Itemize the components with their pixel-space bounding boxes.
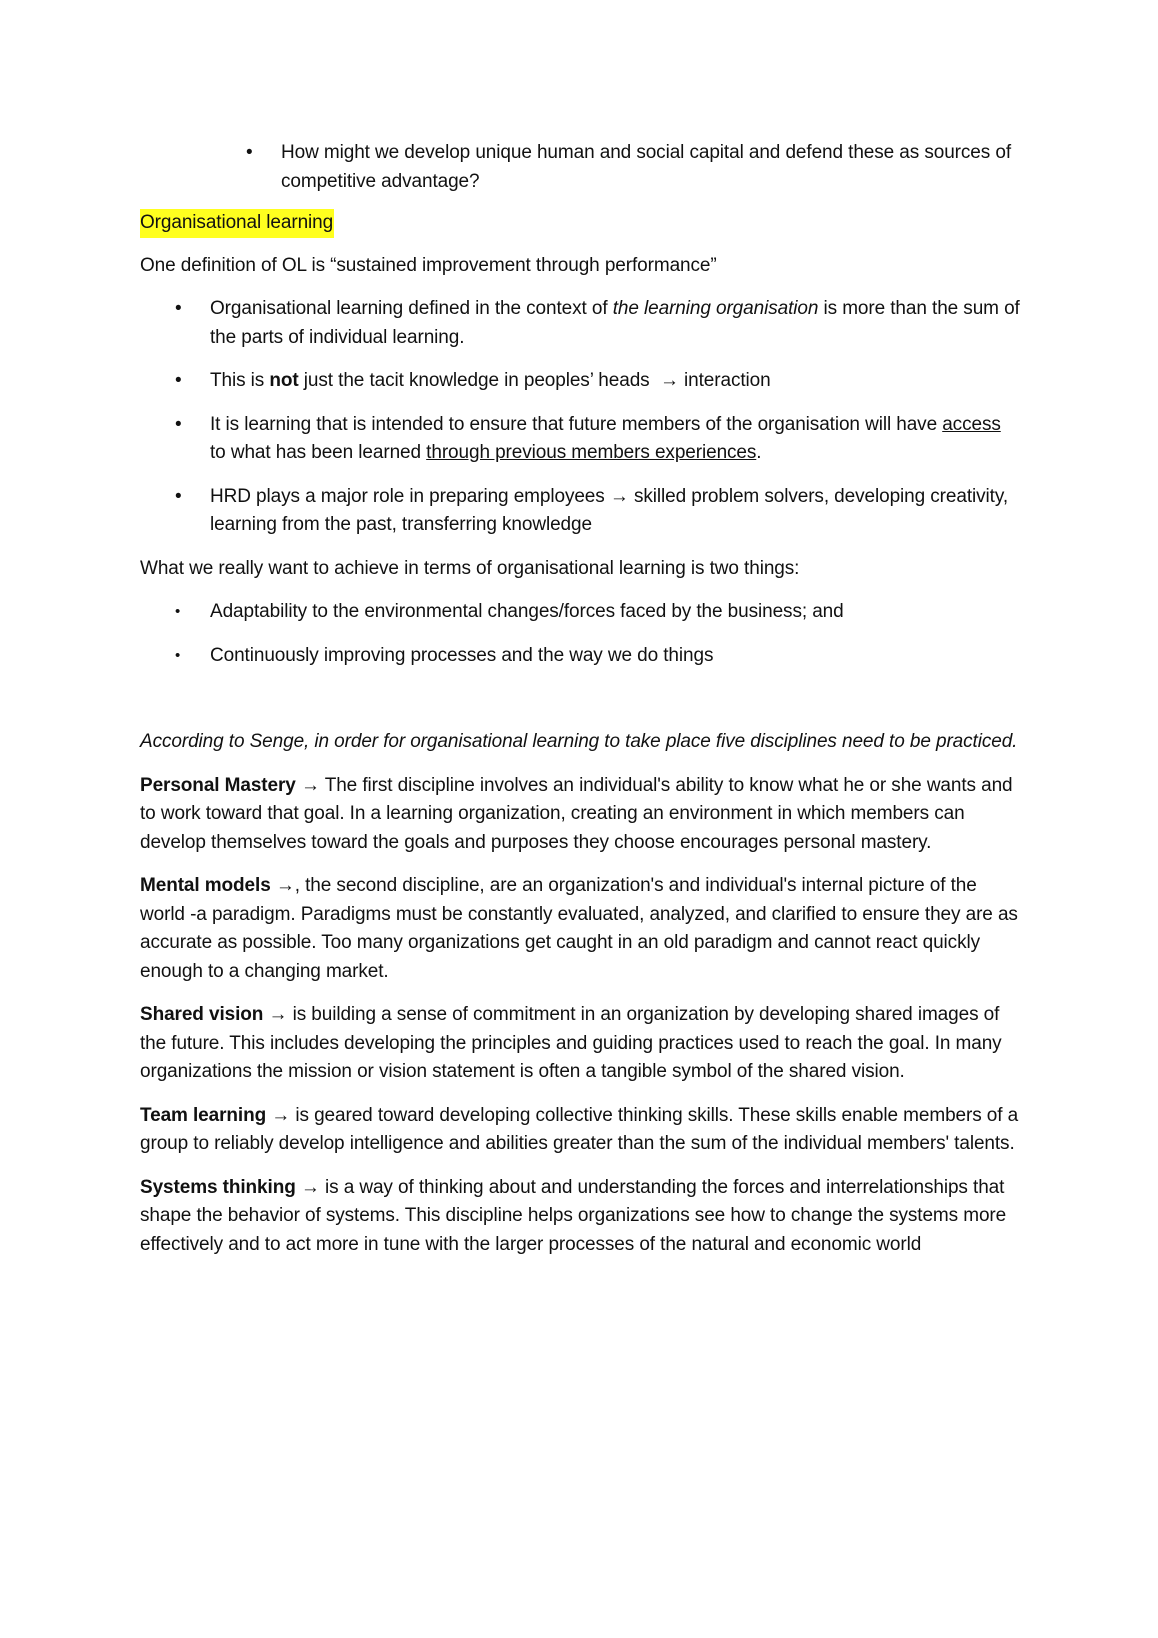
goals-intro-paragraph: What we really want to achieve in terms of organisational learning is two things: xyxy=(140,557,800,579)
discipline-description: , the second discipline, are an organization's and individual's internal picture of the world -a paradigm. Paradigms must be constantly evaluated, analyzed, and clarified to ensure they are as accurate as possible. Too many organizations get caught in an old paradigm and cannot react quickly enough to a changing market. xyxy=(140,875,1018,982)
discipline-description: The first discipline involves an individual's ability to know what he or she wants and to work toward that goal. In a learning organization, creating an environment in which members can develop themselves toward the goals and purposes they choose encourages personal mastery. xyxy=(140,774,1013,853)
list-item-text: Continuously improving processes and the way we do things xyxy=(210,644,714,666)
underlined-text: through previous members experiences xyxy=(426,442,757,463)
discipline-term: Mental models xyxy=(140,875,271,896)
arrow-right-icon: → xyxy=(271,1104,291,1126)
arrow-right-icon: → xyxy=(300,774,320,796)
document-body xyxy=(140,139,1020,1274)
underlined-text: access xyxy=(942,413,1001,435)
text-run: . xyxy=(756,442,762,463)
text-run: to what has been learned xyxy=(210,442,427,463)
spacer xyxy=(140,685,1020,728)
section-heading: Organisational learning xyxy=(140,209,334,238)
text-run: This is xyxy=(210,370,270,391)
text-run: just the tacit knowledge in peoples’ heads xyxy=(298,370,660,391)
bullet-icon: • xyxy=(175,413,182,435)
bullet-icon: • xyxy=(175,485,182,507)
text-run: It is learning that is intended to ensure that future members of the organisation will have xyxy=(210,413,943,435)
discipline-term: Shared vision xyxy=(140,1004,264,1025)
text-run: skilled problem solvers, developing creativity, learning from the past, transferring knowledge xyxy=(210,485,1009,535)
discipline-shared-vision xyxy=(140,1001,1020,1087)
arrow-right-icon: → xyxy=(609,485,629,507)
list-item xyxy=(140,642,1020,671)
discipline-description: is geared toward developing collective thinking skills. These skills enable members of a group to reliably develop intelligence and abilities greater than the sum of the individual members' talents. xyxy=(140,1104,1019,1154)
arrow-right-icon: → xyxy=(275,875,295,896)
discipline-term: Personal Mastery xyxy=(140,774,296,796)
text-run: interaction xyxy=(678,370,771,391)
arrow-right-icon: → xyxy=(659,370,679,391)
list-item xyxy=(140,411,1020,468)
list-item-text: Adaptability to the environmental changes/forces faced by the business; and xyxy=(210,601,844,622)
text-run: Organisational learning defined in the context of xyxy=(210,298,613,319)
bullet-icon: • xyxy=(175,603,181,620)
list-item xyxy=(140,295,1020,352)
text-run: is more than the sum of the parts of individual learning. xyxy=(210,298,1020,348)
bullet-list-ol xyxy=(140,295,1020,540)
arrow-right-icon: → xyxy=(300,1176,320,1198)
discipline-mental-models xyxy=(140,872,1020,986)
senge-intro-paragraph: According to Senge, in order for organisational learning to take place five disciplines need to be practiced. xyxy=(140,731,1018,752)
discipline-team-learning xyxy=(140,1102,1020,1159)
bullet-icon: • xyxy=(246,142,253,163)
bullet-list-goals xyxy=(140,598,1020,670)
arrow-right-icon: → xyxy=(268,1004,288,1025)
definition-paragraph: One definition of OL is “sustained improvement through performance” xyxy=(140,254,717,276)
discipline-term: Systems thinking xyxy=(140,1176,296,1198)
discipline-term: Team learning xyxy=(140,1104,267,1126)
discipline-personal-mastery xyxy=(140,772,1020,858)
discipline-systems-thinking xyxy=(140,1174,1020,1260)
list-item xyxy=(140,598,1020,627)
bold-text: not xyxy=(269,370,299,391)
discipline-description: is a way of thinking about and understanding the forces and interrelationships that shape the behavior of systems. This discipline helps organizations see how to change the systems more effectively and to act more in tune with the larger processes of the natural and economic world xyxy=(140,1176,1007,1255)
italic-text: the learning organisation xyxy=(612,298,819,319)
list-item xyxy=(140,367,1020,396)
bullet-icon: • xyxy=(175,298,182,319)
bullet-icon: • xyxy=(175,646,181,664)
discipline-description: is building a sense of commitment in an organization by developing shared images of the future. This includes developing the principles and guiding practices used to reach the goal. In many organizations the mission or vision statement is often a tangible symbol of the shared vision. xyxy=(140,1004,1002,1082)
text-run: HRD plays a major role in preparing employees xyxy=(210,485,610,507)
list-item xyxy=(140,483,1020,540)
list-item-text: How might we develop unique human and social capital and defend these as sources of competitive advantage? xyxy=(281,142,1012,192)
list-item xyxy=(140,139,1020,196)
bullet-icon: • xyxy=(175,370,182,391)
